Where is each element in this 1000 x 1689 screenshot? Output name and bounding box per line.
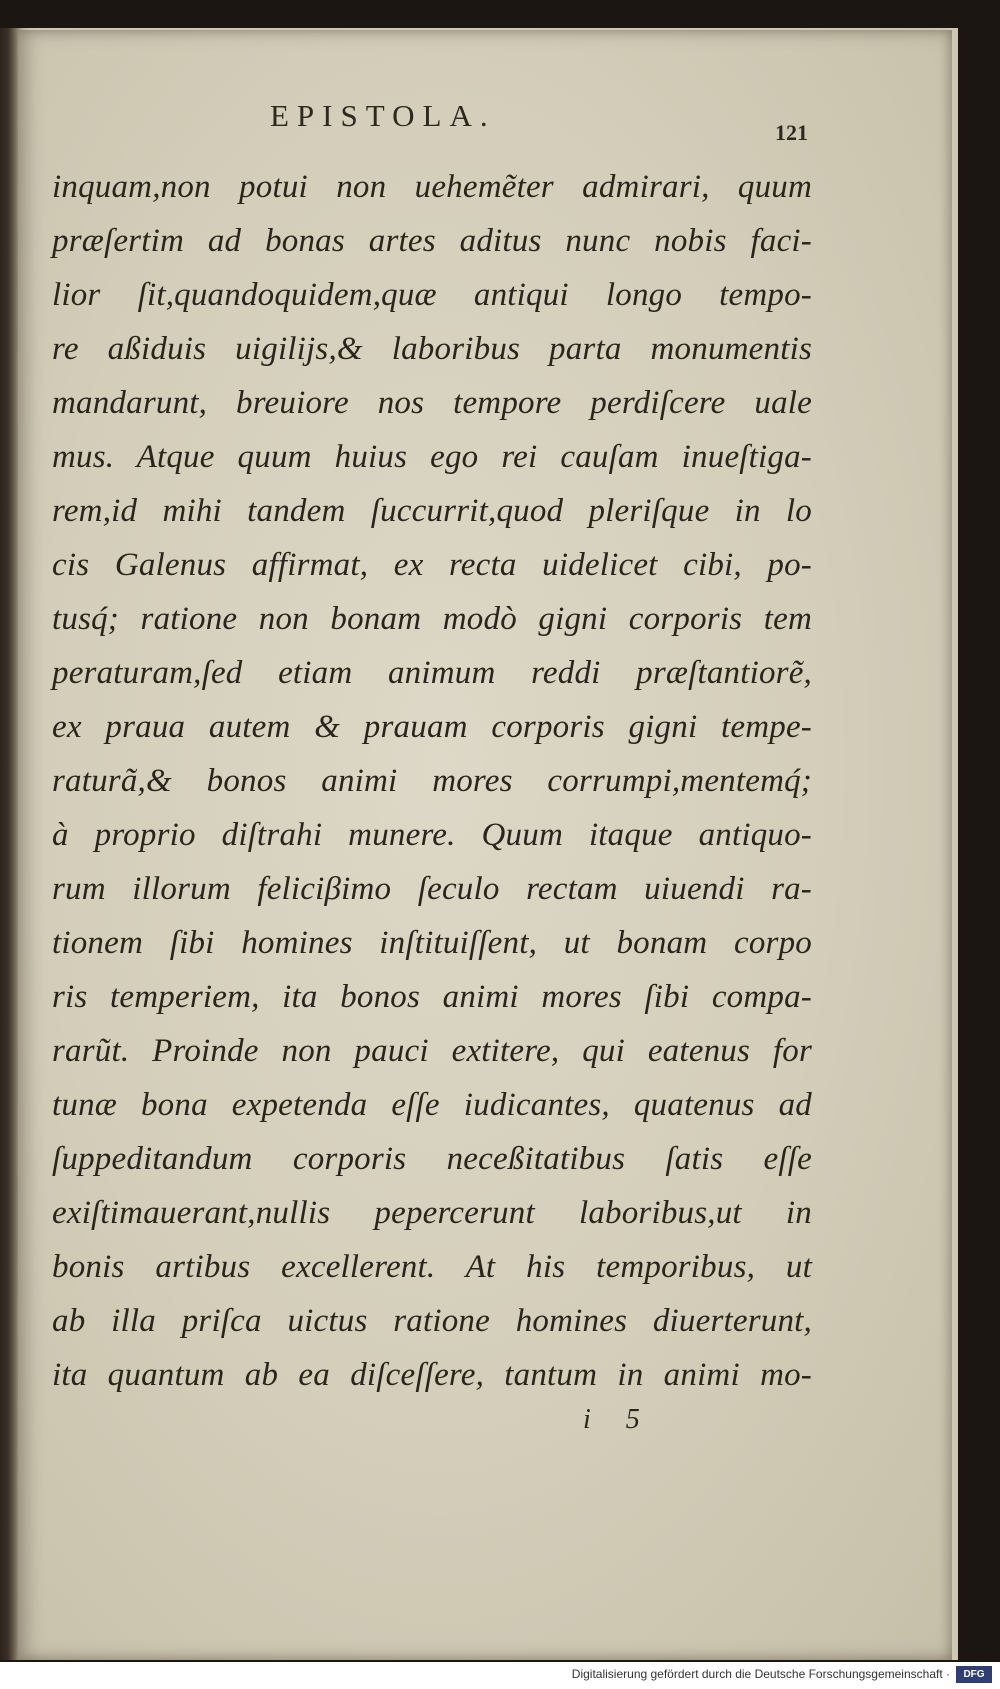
text-line: ita quantum ab ea diſceſſere, tantum in animi mo- (52, 1357, 812, 1393)
text-line: peraturam,ſed etiam animum reddi præſtantiorẽ, (52, 655, 812, 691)
text-line: rem,id mihi tandem ſuccurrit,quod pleriſque in lo (52, 493, 812, 529)
body-text (52, 160, 812, 1402)
page-number: 121 (775, 120, 808, 145)
running-head: EPISTOLA. (270, 98, 496, 133)
text-line: rarũt. Proinde non pauci extitere, qui eatenus for (52, 1033, 812, 1069)
text-line: tusq́; ratione non bonam modò gigni corporis tem (52, 601, 812, 637)
text-line: tionem ſibi homines inſtituiſſent, ut bonam corpo (52, 925, 812, 961)
text-line: re aßiduis uigilijs,& laboribus parta monumentis (52, 331, 812, 367)
dfg-logo-icon: DFG (956, 1666, 992, 1683)
footer-bar (0, 1662, 1000, 1689)
text-line: bonis artibus excellerent. At his temporibus, ut (52, 1249, 812, 1285)
text-line: præſertim ad bonas artes aditus nunc nobis faci- (52, 223, 812, 259)
text-line: ſuppeditandum corporis neceßitatibus ſatis eſſe (52, 1141, 812, 1177)
text-line: ab illa priſca uictus ratione homines diuerterunt, (52, 1303, 812, 1339)
text-line: tunæ bona expetenda eſſe iudicantes, quatenus ad (52, 1087, 812, 1123)
text-line: à proprio diſtrahi munere. Quum itaque antiquo- (52, 817, 812, 853)
text-line: exiſtimauerant,nullis pepercerunt laboribus,ut in (52, 1195, 812, 1231)
text-line: ris temperiem, ita bonos animi mores ſibi compa- (52, 979, 812, 1015)
footer-credit: Digitalisierung gefördert durch die Deutsche Forschungsgemeinschaft · (571, 1667, 950, 1681)
text-line: rum illorum feliciβimo ſeculo rectam uiuendi ra- (52, 871, 812, 907)
text-line: inquam,non potui non uehemẽter admirari, quum (52, 169, 812, 205)
text-line: raturã,& bonos animi mores corrumpi,mentemq́; (52, 763, 812, 799)
text-line: ex praua autem & prauam corporis gigni tempe- (52, 709, 812, 745)
text-line: mandarunt, breuiore nos tempore perdiſcere uale (52, 385, 812, 421)
text-line: cis Galenus affirmat, ex recta uidelicet cibi, po- (52, 547, 812, 583)
text-line: mus. Atque quum huius ego rei cauſam inueſtiga- (52, 439, 812, 475)
signature-mark: i 5 (583, 1404, 640, 1435)
text-line: lior ſit,quandoquidem,quæ antiqui longo tempo- (52, 277, 812, 313)
